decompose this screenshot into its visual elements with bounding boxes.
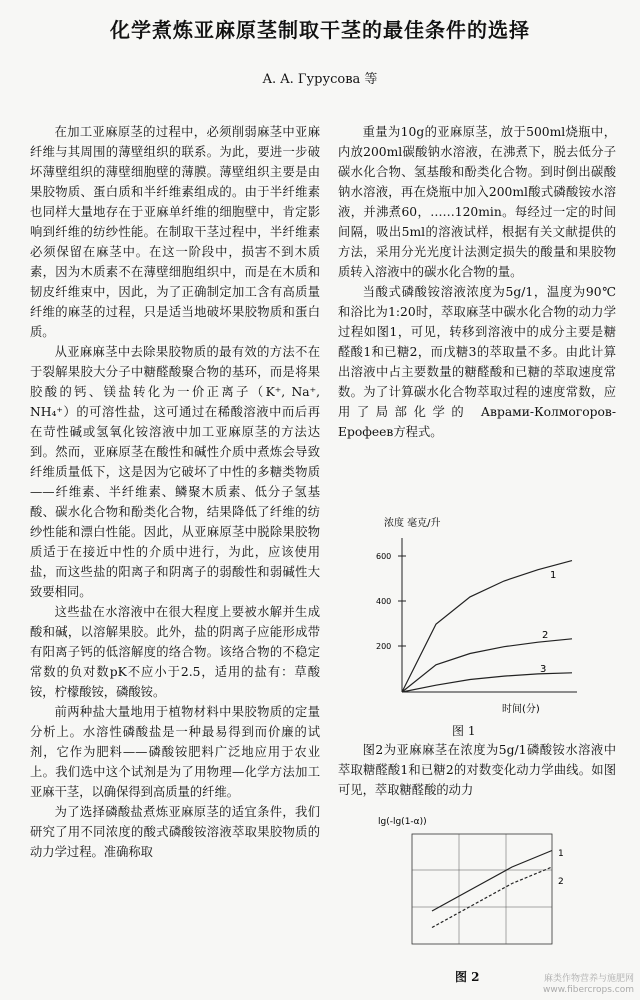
figure-2-curve-label: 2 bbox=[558, 877, 564, 887]
right-column bbox=[338, 122, 616, 442]
figure-2-caption: 图 2 bbox=[455, 970, 480, 984]
figure-1-ytick: 400 bbox=[376, 597, 392, 606]
figure-1-ylabel: 浓度 毫克/升 bbox=[384, 518, 441, 529]
figure-1-ytick: 200 bbox=[376, 642, 392, 651]
watermark bbox=[543, 974, 634, 996]
paragraph: 图2为亚麻麻茎在浓度为5g/1磷酸铵水溶液中萃取糖醛酸1和已糖2的对数变化动力学曲线。如图可见，萃取糖醛酸的动力 bbox=[338, 743, 616, 797]
figure-2-curves bbox=[432, 851, 552, 928]
paragraph: 为了选择磷酸盐煮炼亚麻原茎的适宜条件，我们研究了用不同浓度的酸式磷酸铵溶液萃取果胶物质的动力学过程。准确称取 bbox=[30, 805, 320, 859]
figure-2-curve-label: 1 bbox=[558, 849, 564, 859]
figure-1-caption: 图 1 bbox=[452, 724, 476, 738]
curve-2 bbox=[402, 639, 572, 692]
paragraph: 前两种盐大量地用于植物材料中果胶物质的定量分析上。水溶性磷酸盐是一种最易得到而价廉的试剂，它作为肥料——磷酸铵肥料广泛地应用于农业上。我们选中这个试剂是为了用物理—化学方法加工亚麻干茎，以确保得到高质量的纤维。 bbox=[30, 705, 320, 799]
paper-author: A. A. Гурусова 等 bbox=[262, 72, 378, 87]
figure-1-curves bbox=[402, 561, 572, 692]
curve-3 bbox=[402, 673, 572, 692]
watermark-line: www.fibercrops.com bbox=[543, 985, 634, 995]
figure-1-curve-label: 3 bbox=[540, 664, 547, 675]
figure-2-chart bbox=[372, 812, 592, 962]
left-column bbox=[30, 122, 320, 862]
paragraph: 在加工亚麻原茎的过程中，必须削弱麻茎中亚麻纤维与其周围的薄壁组织的联系。为此，要进一步破坏薄壁组织的薄壁细胞壁的薄膜。薄壁组织主要是由果胶物质、蛋白质和半纤维素组成的。由于半纤维素也同样大量地存在于亚麻单纤维的细胞壁中，肯定影响到纤维的纺纱性能。在制取干茎过程中，半纤维素必须保留在麻茎中。在这一阶段中，损害不到木质素，因为木质素不在薄壁细胞组织中，而是在木质和韧皮纤维束中，因此，为了正确制定加工含有高质量纤维的麻茎的过程，只是适当地破坏果胶物质和蛋白质。 bbox=[30, 125, 320, 339]
paper-title: 化学煮炼亚麻原茎制取干茎的最佳条件的选择 bbox=[110, 18, 530, 42]
paragraph: 从亚麻麻茎中去除果胶物质的最有效的方法不在于裂解果胶大分子中糖醛酸聚合物的基环，而是将果胶酸的钙、镁盐转化为一价正离子（K⁺, Na⁺, NH₄⁺）的可溶性盐，这可通过在稀酸溶液中而后再在苛性碱或氢氧化铵溶液中加工亚麻原茎的方法达到。然而，亚麻原茎在酸性和碱性介质中煮炼会导致纤维质量低下，这是因为它破坏了中性的多糖类物质——纤维素、半纤维素、鳞聚木质素、低分子氢基酸、碳水化合物和酚类化合物，结果降低了纤维的纺纱性能和漂白性能。因此，从亚麻原茎中脱除果胶物质适于在接近中性的介质中进行，为此，应该使用盐，而这些盐的阳离子和阴离子的弱酸性和弱碱性大致要相同。 bbox=[30, 345, 320, 599]
figure-1-xlabel: 时间(分) bbox=[502, 704, 540, 715]
paragraph: 重量为10g的亚麻原茎，放于500ml烧瓶中，内放200ml碳酸钠水溶液，在沸煮下，脱去低分子碳水化合物、氢基酸和酚类化合物。到时倒出碳酸钠水溶液，再在烧瓶中加入200ml酸式磷酸铵水溶液，并沸煮60，……120min。每经过一定的时间间隔，吸出5ml的溶液试样，根据有关文献提供的方法，采用分光光度计法测定损失的酸量和果胶物质转入溶液中的碳水化合物的量。 bbox=[338, 125, 616, 279]
curve-1 bbox=[432, 851, 552, 912]
right-column-continued bbox=[338, 740, 616, 800]
paragraph: 这些盐在水溶液中在很大程度上要被水解并生成酸和碱，以溶解果胶。此外，盐的阴离子应能形成带有阳离子钙的低溶解度的络合物。该络合物的不稳定常数的负对数pK不应小于2.5，适用的盐有：草酸铵，柠檬酸铵，磷酸铵。 bbox=[30, 605, 320, 699]
curve-2 bbox=[432, 867, 552, 928]
figure-1-chart bbox=[372, 512, 592, 722]
figure-1-curve-label: 2 bbox=[542, 630, 549, 641]
figure-1-curve-label: 1 bbox=[550, 570, 557, 581]
figure-2-ylabel: lg(-lg(1-α)) bbox=[378, 817, 427, 827]
paragraph: 当酸式磷酸铵溶液浓度为5g/1，温度为90℃和浴比为1:20时，萃取麻茎中碳水化合物的动力学过程如图1，可见，转移到溶液中的成分主要是糖醛酸1和已糖2，而戊糖3的萃取量不多。由此计算出溶液中占主要数量的糖醛酸和已糖的萃取速度常数。为了计算碳水化合物萃取过程的速度常数，应用了局部化学的 Аврами-Колмогоров-Ерофеев方程式。 bbox=[338, 285, 616, 439]
watermark-line: 麻类作物营养与施肥网 bbox=[543, 974, 634, 984]
figure-1-ytick: 600 bbox=[376, 552, 392, 561]
